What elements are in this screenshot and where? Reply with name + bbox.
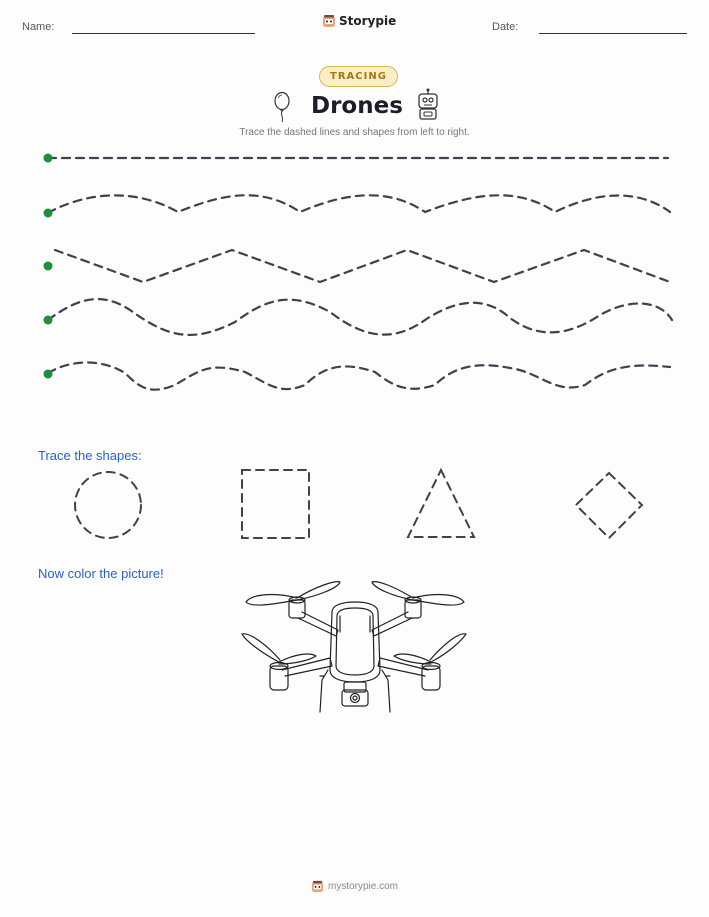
- start-dot-5: [44, 370, 53, 379]
- trace-square[interactable]: [242, 470, 309, 538]
- brand-name: Storypie: [339, 14, 397, 28]
- start-dot-2: [44, 209, 53, 218]
- page-title: Drones: [311, 93, 403, 119]
- footer-url[interactable]: mystorypie.com: [327, 881, 398, 892]
- name-label: Name:: [22, 21, 55, 33]
- trace-circle[interactable]: [75, 472, 141, 538]
- shapes-heading: Trace the shapes:: [38, 448, 142, 463]
- tracing-line-wave-2[interactable]: [48, 299, 672, 335]
- trace-triangle[interactable]: [408, 470, 474, 537]
- tracing-line-wave-1[interactable]: [48, 195, 670, 213]
- drone-coloring-image[interactable]: [240, 572, 470, 717]
- start-dot-4: [44, 316, 53, 325]
- tracing-line-zigzag[interactable]: [55, 250, 670, 282]
- date-line[interactable]: [539, 33, 687, 34]
- badge-text: TRACING: [319, 66, 398, 87]
- footer: [0, 880, 709, 893]
- start-dot-3: [44, 262, 53, 271]
- date-label: Date:: [492, 21, 519, 33]
- start-dot-1: [44, 154, 53, 163]
- tracing-lines: [0, 140, 709, 400]
- instructions: Trace the dashed lines and shapes from left to right.: [239, 127, 470, 138]
- storypie-mascot-icon: [322, 14, 336, 28]
- tracing-line-wave-3[interactable]: [48, 362, 670, 389]
- robot-icon: [416, 88, 440, 122]
- balloon-icon: [272, 91, 292, 123]
- coloring-heading: Now color the picture!: [38, 566, 164, 581]
- name-line[interactable]: [72, 33, 255, 34]
- tracing-badge: [319, 66, 398, 84]
- brand-logo: [322, 14, 396, 28]
- shapes-row: [0, 460, 709, 550]
- storypie-mascot-icon: [311, 880, 324, 893]
- trace-diamond[interactable]: [576, 473, 642, 538]
